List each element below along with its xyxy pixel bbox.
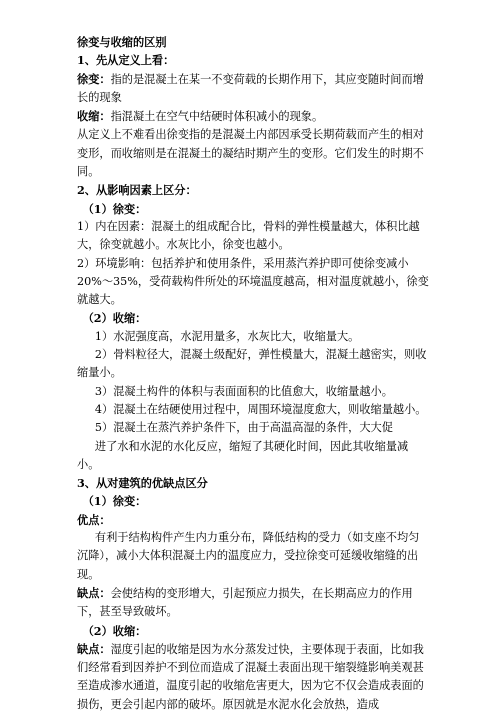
shrinkage-factor-item: 1）水泥强度高，水泥用量多，水灰比大，收缩量大。: [94, 329, 360, 343]
shrinkage-definition: [77, 107, 430, 126]
shrinkage-factor-continuation: 进了水和水泥的水化反应，缩短了其硬化时间，因此其收缩量减小。: [77, 439, 409, 471]
shrinkage-factor-item: 5）混凝土在蒸汽养护条件下，由于高温高湿的条件，大大促: [94, 421, 393, 435]
creep-advantages-label: 优点：: [77, 512, 111, 527]
shrinkage-label: 收缩：: [77, 109, 111, 124]
definition-summary: 从定义上不难看出徐变指的是混凝土内部因承受长期荷载而产生的相对变形，而收缩则是在混凝土的凝结时期产生的变形。它们发生的时期不同。: [77, 128, 424, 179]
shrinkage-proscons-heading: （2）收缩：: [82, 623, 147, 638]
creep-factor-item: 1）内在因素：混凝土的组成配合比，骨料的弹性模量越大，体积比越大，徐变就越小。水灰比小，徐变也越小。: [77, 219, 420, 252]
creep-disadvantages-text: 会使结构的变形增大，引起预应力损失，在长期高应力的作用下，甚至导致破坏。: [77, 586, 413, 619]
creep-factor-item: 2）环境影响：包括养护和使用条件，采用蒸汽养护即可使徐变减小20%～35%，受荷载构件所处的环境温度越高，相对温度就越小，徐变就越大。: [77, 256, 429, 307]
shrinkage-disadvantages-text: 湿度引起的收缩是因为水分蒸发过快，主要体现于表面，比如我们经常看到因养护不到位而造成了混凝土表面出现干缩裂缝影响美观甚至造成渗水通道，温度引起的收缩危害更大，因为它不仅会造成表面的损伤，更会引起内部的破坏。原因就是水泥水化会放热，造成: [77, 642, 424, 711]
creep-disadvantages: [77, 584, 430, 622]
creep-label: 徐变：: [77, 71, 111, 86]
creep-definition-text: 指的是混凝土在某一不变荷载的长期作用下，其应变随时间而增长的现象: [77, 72, 424, 104]
creep-factors-heading: （1）徐变：: [82, 201, 147, 216]
page-title: 徐变与收缩的区别: [77, 35, 167, 49]
section-3-heading: 3、从对建筑的优缺点区分: [77, 476, 208, 491]
shrinkage-factor-item: 4）混凝土在结硬使用过程中，周围环境湿度愈大，则收缩量越小。: [94, 402, 427, 416]
section-1-heading: 1、先从定义上看：: [77, 53, 175, 68]
shrinkage-definition-text: 指混凝土在空气中结硬时体积减小的现象。: [110, 110, 324, 124]
creep-proscons-heading: （1）徐变：: [82, 494, 147, 509]
creep-disadvantages-label: 缺点：: [77, 585, 111, 600]
shrinkage-factor-item: 2）骨料粒径大，混凝土级配好，弹性模量大，混凝土越密实，则收缩量小。: [77, 348, 427, 380]
shrinkage-disadvantages-label: 缺点：: [77, 641, 111, 656]
shrinkage-disadvantages: [77, 640, 430, 714]
creep-definition: [77, 70, 430, 108]
shrinkage-factor-item: 3）混凝土构件的体积与表面面积的比值愈大，收缩量越小。: [94, 384, 393, 398]
section-2-heading: 2、从影响因素上区分：: [77, 183, 197, 198]
shrinkage-factors-heading: （2）收缩：: [82, 311, 147, 326]
creep-advantages-text: 有利于结构构件产生内力重分布，降低结构的受力（如支座不均匀沉降），减小大体积混凝土内的温度应力，受拉徐变可延缓收缩缝的出现。: [77, 531, 420, 581]
